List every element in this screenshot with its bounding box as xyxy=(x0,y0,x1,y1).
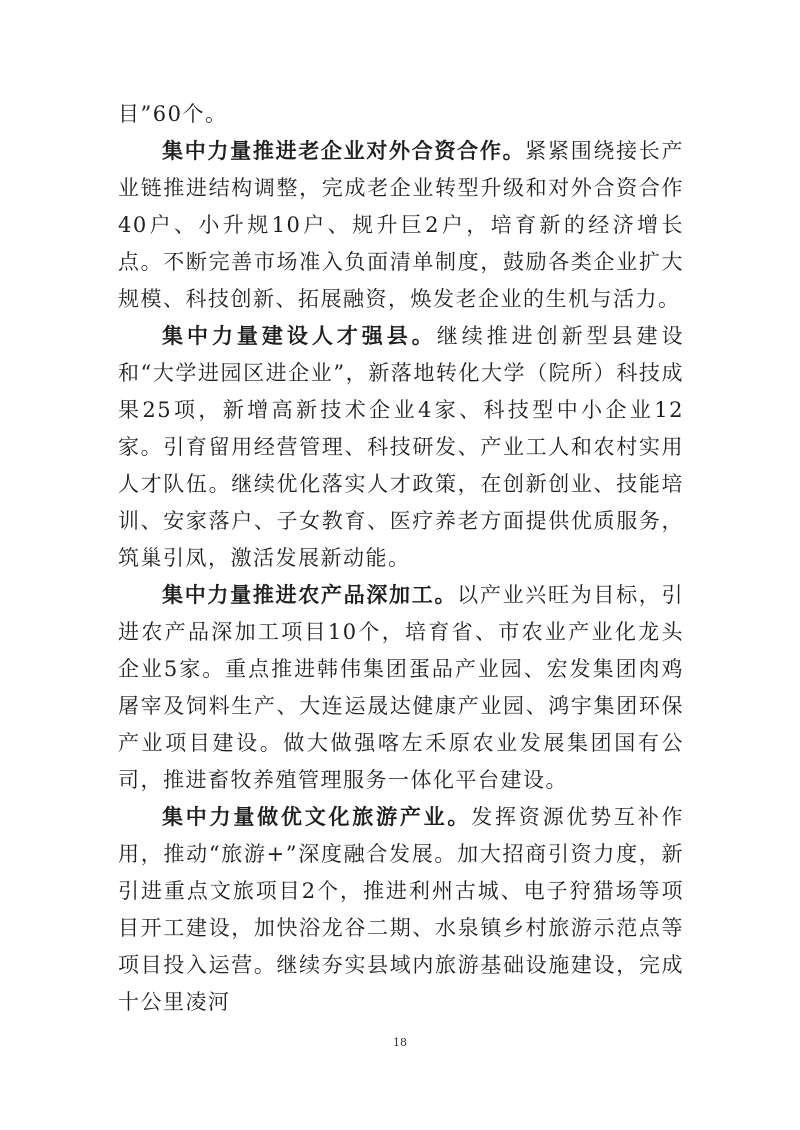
document-body xyxy=(118,96,684,1021)
paragraph-text: 以产业兴旺为目标，引进农产品深加工项目10个，培育省、市农业产业化龙头企业5家。重点推进韩伟集团蛋品产业园、宏发集团肉鸡屠宰及饲料生产、大连运晟达健康产业园、鸿宇集团环保产业项目建设。做大做强喀左禾原农业发展集团国有公司，推进畜牧养殖管理服务一体化平台建设。 xyxy=(118,583,685,792)
paragraph-heading: 集中力量推进老企业对外合资合作。 xyxy=(162,139,526,163)
paragraph-heading: 集中力量推进农产品深加工。 xyxy=(162,583,458,607)
paragraph-old-enterprises xyxy=(118,133,684,318)
paragraph-text: 目”60个。 xyxy=(118,102,228,126)
paragraph-agriculture xyxy=(118,577,684,799)
paragraph-continuation xyxy=(118,96,684,133)
paragraph-talent xyxy=(118,318,684,577)
paragraph-heading: 集中力量建设人才强县。 xyxy=(162,324,437,348)
page-number: 18 xyxy=(393,1036,407,1049)
paragraph-tourism xyxy=(118,799,684,1021)
paragraph-text: 继续推进创新型县建设和“大学进园区进企业”，新落地转化大学（院所）科技成果25项，新增高新技术企业4家、科技型中小企业12家。引育留用经营管理、科技研发、产业工人和农村实用人才队伍。继续优化落实人才政策，在创新创业、技能培训、安家落户、子女教育、医疗养老方面提供优质服务，筑巢引凤，激活发展新动能。 xyxy=(118,324,685,570)
paragraph-heading: 集中力量做优文化旅游产业。 xyxy=(162,805,472,829)
paragraph-text: 发挥资源优势互补作用，推动“旅游+”深度融合发展。加大招商引资力度，新引进重点文旅项目2个，推进利州古城、电子狩猎场等项目开工建设，加快浴龙谷二期、水泉镇乡村旅游示范点等项目投入运营。继续夯实县域内旅游基础设施建设，完成十公里凌河 xyxy=(118,805,685,1014)
paragraph-text: 紧紧围绕接长产业链推进结构调整，完成老企业转型升级和对外合资合作40户、小升规10户、规升巨2户，培育新的经济增长点。不断完善市场准入负面清单制度，鼓励各类企业扩大规模、科技创新、拓展融资，焕发老企业的生机与活力。 xyxy=(118,139,685,311)
